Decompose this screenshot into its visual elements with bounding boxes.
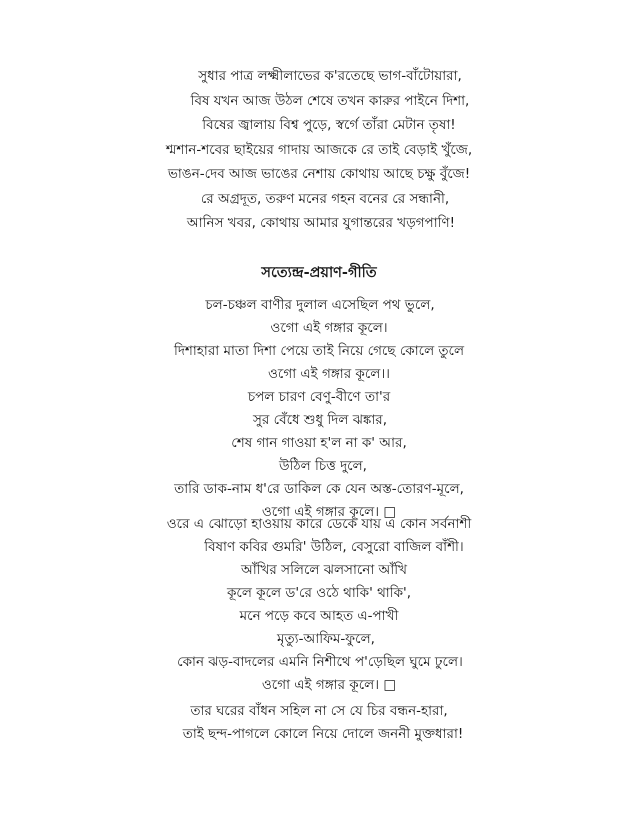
- poem-line: তারি ডাক-নাম ধ'রে ডাকিল কে যেন অস্ত-তোরণ-মূলে,: [174, 481, 464, 497]
- stanza-2: [0, 513, 638, 697]
- stanza-3: [0, 700, 638, 746]
- poem-line: ভাঙন-দেব আজ ভাঙের নেশায় কোথায় আছে চক্ষু বুঁজে!: [167, 166, 471, 182]
- poem-line: বিষ যখন আজ উঠল শেষে তখন কারুর পাইনে দিশা,: [190, 92, 470, 109]
- poem-line: সুধার পাত্র লক্ষ্মীলাভের ক'রতেছে ভাগ-বাঁটোয়ারা,: [198, 68, 462, 84]
- poem-line: তাই ছন্দ-পাগলে কোলে নিয়ে দোলে জননী মুক্তধারা!: [182, 726, 464, 742]
- poem-line: উঠিল চিত্ত দুলে,: [279, 458, 367, 474]
- poem-line: ওগো এই গঙ্গার কূলে। □: [261, 677, 397, 693]
- poem-line: ওগো এই গঙ্গার কূলে।: [270, 320, 388, 336]
- stanza-1: [0, 294, 638, 524]
- poem-line: ওরে এ ঝোড়ো হাওয়ায় কারে ডেকে যায় এ কোন সর্বনাশী: [166, 516, 472, 532]
- top-poem: [0, 64, 638, 236]
- poem-line: রে অগ্রদূত, তরুণ মনের গহন বনের রে সন্ধানী,: [200, 190, 450, 207]
- poem-line: ওগো এই গঙ্গার কূলে। □: [261, 504, 397, 520]
- poem-line: চপল চারণ বেণু-বীণে তা'র: [247, 389, 391, 405]
- poem-line: বিষাণ কবির গুমরি' উঠিল, বেসুরো বাজিল বাঁশী।: [204, 539, 464, 555]
- poem-line: ওগো এই গঙ্গার কূলে।।: [267, 366, 390, 382]
- poem-line: কোন ঝড়-বাদলের এমনি নিশীথে প'ড়েছিল ঘুমে ঢুলে।: [177, 654, 463, 670]
- poem-line: বিষের জ্বালায় বিশ্ব পুড়ে, স্বর্গে তাঁরা মেটান তৃষা!: [202, 117, 456, 133]
- poem-line: আনিস খবর, কোথায় আমার যুগান্তরের খড়গপাণি!: [186, 215, 456, 231]
- poem-line: শ্মশান-শবের ছাইয়ের গাদায় আজকে রে তাই বেড়াই খুঁজে,: [165, 141, 473, 158]
- poem-line: আঁখির সলিলে ঝলসানো আঁখি: [240, 562, 408, 578]
- poem-line: সুর বেঁধে শুধু দিল ঝঙ্কার,: [253, 412, 387, 428]
- poem-line: দিশাহারা মাতা দিশা পেয়ে তাই নিয়ে গেছে কোলে তুলে: [173, 343, 465, 359]
- poem-line: তার ঘরের বাঁধন সহিল না সে যে চির বন্ধন-হারা,: [190, 703, 448, 719]
- poem-line: মৃত্যু-আফিম-ফুলে,: [277, 631, 375, 647]
- poem-line: চল-চঞ্চল বাণীর দুলাল এসেছিল পথ ভুলে,: [205, 297, 435, 313]
- poem-line: কূলে কূলে ড'রে ওঠে থাকি' থাকি',: [226, 585, 412, 601]
- poem-line: মনে পড়ে কবে আহত এ-পাখী: [239, 608, 399, 624]
- poem-title: সত্যেন্দ্র-প্রয়াণ-গীতি: [261, 265, 377, 281]
- poem-line: শেষ গান গাওয়া হ'ল না ক' আর,: [231, 435, 407, 451]
